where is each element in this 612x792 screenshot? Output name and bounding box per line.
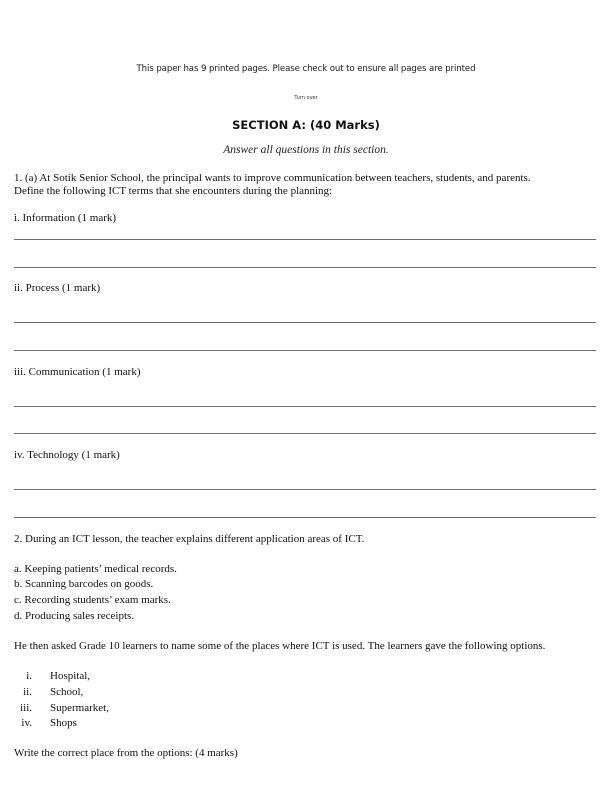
question-2-stem: 2. During an ICT lesson, the teacher explains different application areas of ICT. <box>14 533 365 545</box>
option-numeral: iii. <box>20 702 32 714</box>
question-1-part-iii-label: iii. Communication (1 mark) <box>14 366 141 378</box>
answer-line[interactable] <box>14 322 596 323</box>
place-option: Supermarket, <box>50 702 109 714</box>
answer-line[interactable] <box>14 267 596 268</box>
question-2-followup: He then asked Grade 10 learners to name some of the places where ICT is used. The learners gave the following options. <box>14 640 546 652</box>
question-1-part-iv-label: iv. Technology (1 mark) <box>14 449 120 461</box>
application-item: a. Keeping patients’ medical records. <box>14 563 177 575</box>
question-2-task: Write the correct place from the options: (4 marks) <box>14 747 238 759</box>
place-option: Hospital, <box>50 670 91 682</box>
place-option: School, <box>50 686 84 698</box>
page-count-notice: This paper has 9 printed pages. Please check out to ensure all pages are printed <box>136 64 476 74</box>
turn-over-note: Turn over <box>294 95 318 101</box>
question-1-part-i-label: i. Information (1 mark) <box>14 212 117 224</box>
answer-line[interactable] <box>14 406 596 407</box>
option-numeral: iv. <box>21 717 32 729</box>
application-item: c. Recording students’ exam marks. <box>14 594 171 606</box>
answer-line[interactable] <box>14 433 596 434</box>
question-1-part-ii-label: ii. Process (1 mark) <box>14 282 101 294</box>
question-1-stem-line-2: Define the following ICT terms that she encounters during the planning: <box>14 185 333 197</box>
application-item: b. Scanning barcodes on goods. <box>14 578 154 590</box>
option-numeral: ii. <box>23 686 32 698</box>
answer-line[interactable] <box>14 489 596 490</box>
place-option: Shops <box>50 717 77 729</box>
answer-line[interactable] <box>14 517 596 518</box>
application-item: d. Producing sales receipts. <box>14 610 135 622</box>
answer-line[interactable] <box>14 350 596 351</box>
answer-line[interactable] <box>14 239 596 240</box>
section-instruction: Answer all questions in this section. <box>223 144 389 156</box>
option-numeral: i. <box>26 670 32 682</box>
question-1-stem-line-1: 1. (a) At Sotik Senior School, the principal wants to improve communication between teachers, students, and parents. <box>14 172 531 184</box>
section-title: SECTION A: (40 Marks) <box>232 118 380 132</box>
